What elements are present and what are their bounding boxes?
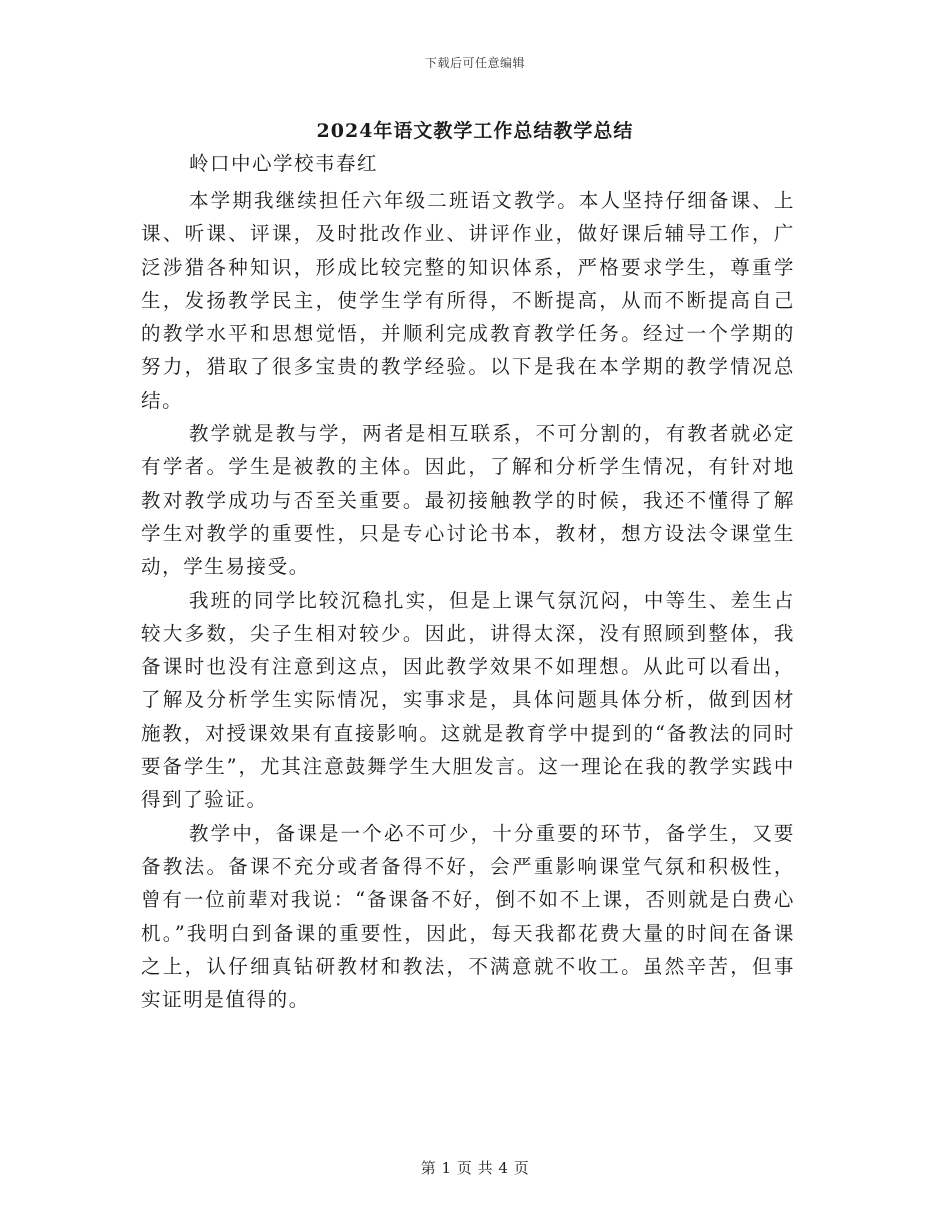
paragraph: 教学就是教与学，两者是相互联系，不可分割的，有教者就必定有学者。学生是被教的主体。因此，了解和分析学生情况，有针对地教对教学成功与否至关重要。最初接触教学的时候，我还不懂得了解学生对教学的重要性，只是专心讨论书本，教材，想方设法令课堂生动，学生易接受。 <box>141 422 795 579</box>
document-body <box>141 184 795 1016</box>
document-title: 2024年语文教学工作总结教学总结 <box>316 120 634 142</box>
page-number-footer: 第 1 页 共 4 页 <box>420 1159 530 1177</box>
author-line: 岭口中心学校韦春红 <box>189 152 379 175</box>
paragraph: 我班的同学比较沉稳扎实，但是上课气氛沉闷，中等生、差生占较大多数，尖子生相对较少。因此，讲得太深，没有照顾到整体，我备课时也没有注意到这点，因此教学效果不如理想。从此可以看出，了解及分析学生实际情况，实事求是，具体问题具体分析，做到因材施教，对授课效果有直接影响。这就是教育学中提到的“备教法的同时要备学生”，尤其注意鼓舞学生大胆发言。这一理论在我的教学实践中得到了验证。 <box>141 588 795 812</box>
header-note: 下载后可任意编辑 <box>424 56 525 70</box>
paragraph: 教学中，备课是一个必不可少，十分重要的环节，备学生，又要备教法。备课不充分或者备得不好，会严重影响课堂气氛和积极性，曾有一位前辈对我说：“备课备不好，倒不如不上课，否则就是白费心机。”我明白到备课的重要性，因此，每天我都花费大量的时间在备课之上，认仔细真钻研教材和教法，不满意就不收工。虽然辛苦，但事实证明是值得的。 <box>141 821 795 1012</box>
paragraph: 本学期我继续担任六年级二班语文教学。本人坚持仔细备课、上课、听课、评课，及时批改作业、讲评作业，做好课后辅导工作，广泛涉猎各种知识，形成比较完整的知识体系，严格要求学生，尊重学生，发扬教学民主，使学生学有所得，不断提高，从而不断提高自己的教学水平和思想觉悟，并顺利完成教育教学任务。经过一个学期的努力，猎取了很多宝贵的教学经验。以下是我在本学期的教学情况总结。 <box>141 189 795 412</box>
